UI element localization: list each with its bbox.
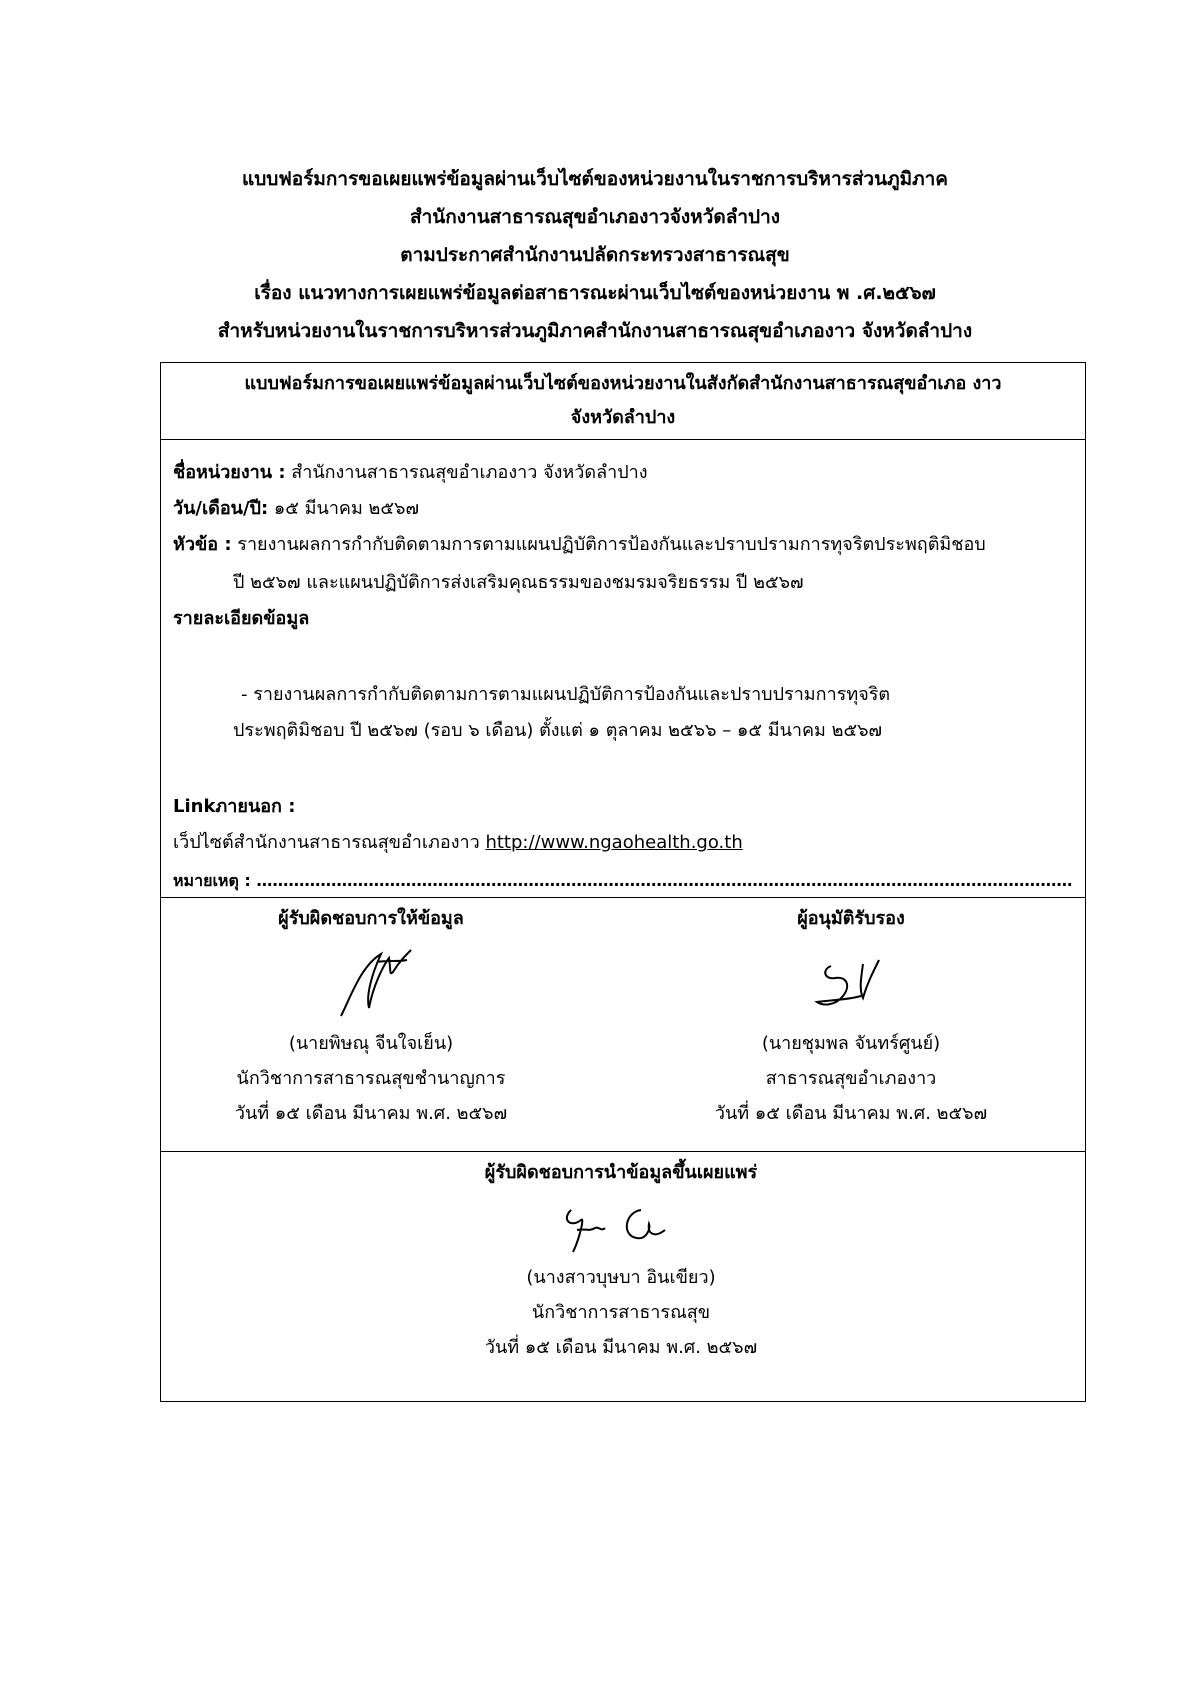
topic-row xyxy=(173,529,986,561)
signature-mark xyxy=(541,1190,701,1260)
page-header xyxy=(0,160,1190,350)
form-title-line-2: จังหวัดลำปาง xyxy=(570,407,676,428)
date-value: ๑๕ มีนาคม ๒๕๖๗ xyxy=(268,498,420,519)
note-row: หมายเหตุ : ……………………………………………………………………………………………………………………………………… xyxy=(173,871,1073,890)
header-line-4: เรื่อง แนวทางการเผยแพร่ข้อมูลต่อสาธารณะผ่านเว็บไซต์ของหน่วยงาน พ .ศ.๒๕๖๗ xyxy=(254,282,936,304)
responsible-date: วันที่ ๑๕ เดือน มีนาคม พ.ศ. ๒๕๖๗ xyxy=(234,1103,508,1124)
header-line-2: สำนักงานสาธารณสุขอำเภองาวจังหวัดลำปาง xyxy=(409,206,781,228)
header-line-1: แบบฟอร์มการขอเผยแพร่ข้อมูลผ่านเว็บไซต์ของหน่วยงานในราชการบริหารส่วนภูมิภาค xyxy=(241,168,949,190)
agency-label: ชื่อหน่วยงาน : xyxy=(173,462,286,483)
detail-item-line-1: - รายงานผลการกำกับติดตามการตามแผนปฏิบัติการป้องกันและปราบปรามการทุจริต xyxy=(241,684,891,705)
approver-signature-block xyxy=(661,901,1041,1131)
signature-divider xyxy=(161,897,1085,898)
responsible-name: (นายพิษณุ จีนใจเย็น) xyxy=(288,1033,454,1054)
publisher-heading: ผู้รับผิดชอบการนำข้อมูลขึ้นเผยแพร่ xyxy=(484,1162,758,1183)
form-title xyxy=(161,363,1085,439)
publisher-date: วันที่ ๑๕ เดือน มีนาคม พ.ศ. ๒๕๖๗ xyxy=(484,1337,758,1358)
publication-form xyxy=(160,362,1086,1402)
topic-continuation: ปี ๒๕๖๗ และแผนปฏิบัติการส่งเสริมคุณธรรมของชมรมจริยธรรม ปี ๒๕๖๗ xyxy=(233,572,804,593)
header-line-5: สำหรับหน่วยงานในราชการบริหารส่วนภูมิภาคสำนักงานสาธารณสุขอำเภองาว จังหวัดลำปาง xyxy=(217,320,973,342)
header-line-3: ตามประกาศสำนักงานปลัดกระทรวงสาธารณสุข xyxy=(400,244,790,266)
title-divider xyxy=(161,439,1085,440)
responsible-heading: ผู้รับผิดชอบการให้ข้อมูล xyxy=(278,908,464,929)
date-label: วัน/เดือน/ปี: xyxy=(173,498,269,519)
link-label: Linkภายนอก : xyxy=(173,796,296,817)
signature-mark xyxy=(791,936,911,1026)
approver-position: สาธารณสุขอำเภองาว xyxy=(765,1068,937,1089)
link-row xyxy=(173,827,743,859)
publisher-position: นักวิชาการสาธารณสุข xyxy=(531,1302,711,1323)
approver-name: (นายชุมพล จันทร์ศูนย์) xyxy=(761,1033,941,1054)
publisher-name: (นางสาวบุษบา อินเขียว) xyxy=(526,1267,716,1288)
website-link[interactable]: http://www.ngaohealth.go.th xyxy=(485,832,743,853)
topic-label: หัวข้อ : xyxy=(173,534,232,555)
publisher-divider xyxy=(161,1151,1085,1152)
signature-mark xyxy=(311,936,431,1026)
publisher-signature-block xyxy=(361,1155,881,1365)
agency-value: สำนักงานสาธารณสุขอำเภองาว จังหวัดลำปาง xyxy=(285,462,648,483)
date-row xyxy=(173,493,419,525)
detail-label: รายละเอียดข้อมูล xyxy=(173,608,310,629)
form-title-line-1: แบบฟอร์มการขอเผยแพร่ข้อมูลผ่านเว็บไซต์ของหน่วยงานในสังกัดสำนักงานสาธารณสุขอำเภอ งาว xyxy=(244,373,1002,394)
topic-value: รายงานผลการกำกับติดตามการตามแผนปฏิบัติการป้องกันและปราบปรามการทุจริตประพฤติมิชอบ xyxy=(231,534,986,555)
approver-heading: ผู้อนุมัติรับรอง xyxy=(797,908,905,929)
detail-item-line-2: ประพฤติมิชอบ ปี ๒๕๖๗ (รอบ ๖ เดือน) ตั้งแต่ ๑ ตุลาคม ๒๕๖๖ – ๑๕ มีนาคม ๒๕๖๗ xyxy=(233,720,883,741)
agency-row xyxy=(173,457,648,489)
approver-date: วันที่ ๑๕ เดือน มีนาคม พ.ศ. ๒๕๖๗ xyxy=(714,1103,988,1124)
responsible-position: นักวิชาการสาธารณสุขชำนาญการ xyxy=(236,1068,506,1089)
responsible-signature-block xyxy=(201,901,541,1131)
link-prefix: เว็ปไซต์สำนักงานสาธารณสุขอำเภองาว xyxy=(173,832,486,853)
